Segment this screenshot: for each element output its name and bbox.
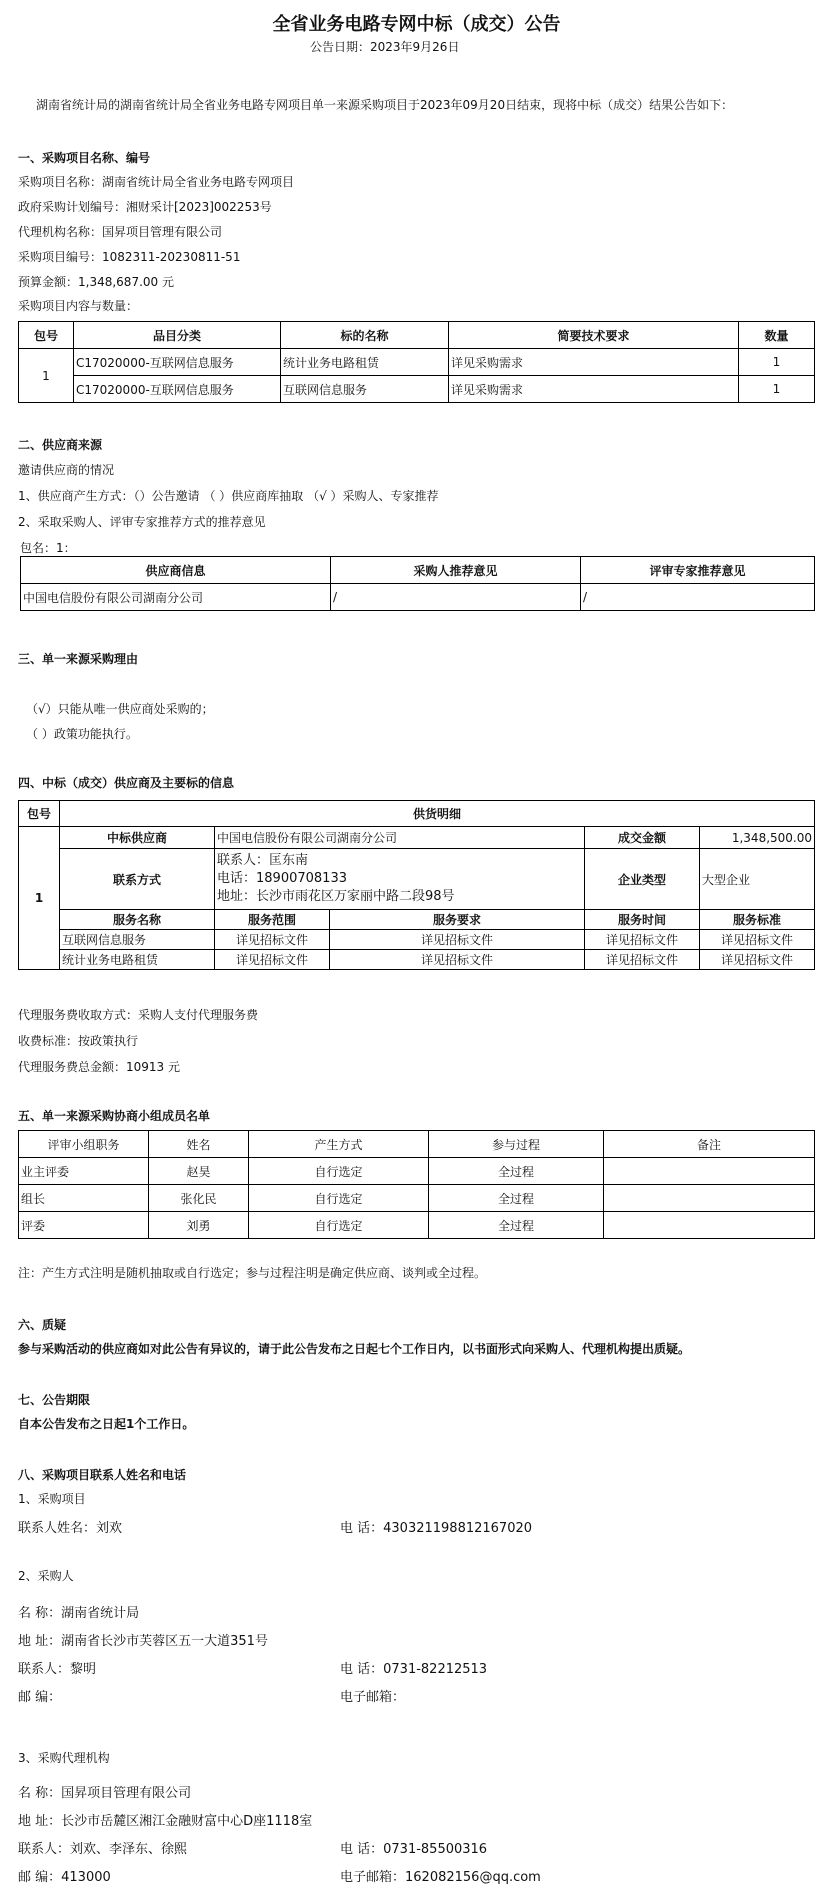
agency-name: 代理机构名称：国昇项目管理有限公司 [18,225,223,239]
amount-value: 1,348,500.00 [700,827,815,849]
agency-phone: 电 话：0731-85500316 [340,1842,488,1857]
agency-contact: 联系人：刘欢、李泽东、徐熙 [18,1842,188,1857]
project-number: 采购项目编号：1082311-20230811-51 [18,250,241,264]
cell-process: 全过程 [429,1212,604,1239]
col-expert-opinion: 评审专家推荐意见 [581,557,815,584]
cell-name: 刘勇 [149,1212,249,1239]
cell-service-time: 详见招标文件 [585,930,700,950]
section-8-heading: 八、采购项目联系人姓名和电话 [18,1468,187,1482]
supplier-recommend-table [20,556,815,611]
section-4-heading: 四、中标（成交）供应商及主要标的信息 [18,776,235,790]
col-item-name: 标的名称 [281,322,449,349]
table-row [19,930,815,950]
col-service-scope: 服务范围 [215,910,330,930]
amount-label: 成交金额 [585,827,700,849]
cell-service-time: 详见招标文件 [585,950,700,970]
table-header-row [19,1131,815,1158]
cell-service-standard: 详见招标文件 [700,950,815,970]
cell-name: 赵昊 [149,1158,249,1185]
agency-zip: 邮 编：413000 [18,1870,111,1885]
plan-number: 政府采购计划编号：湘财采计[2023]002253号 [18,200,272,214]
reason-1: （√）只能从唯一供应商处采购的； [26,702,214,716]
cell-process: 全过程 [429,1158,604,1185]
col-method: 产生方式 [249,1131,429,1158]
cell-process: 全过程 [429,1185,604,1212]
invite-label: 邀请供应商的情况 [18,463,115,477]
col-service-req: 服务要求 [330,910,585,930]
cell-item-name: 互联网信息服务 [281,376,449,403]
cell-service-scope: 详见招标文件 [215,950,330,970]
content-label: 采购项目内容与数量： [18,299,139,313]
col-process: 参与过程 [429,1131,604,1158]
section-7-heading: 七、公告期限 [18,1393,91,1407]
project-contact-heading: 1、采购项目 [18,1492,86,1506]
intro-text: 湖南省统计局的湖南省统计局全省业务电路专网项目单一来源采购项目于2023年09月20日结束，现将中标（成交）结果公告如下： [36,98,734,112]
col-remark: 备注 [604,1131,815,1158]
purchaser-address: 地 址：湖南省长沙市芙蓉区五一大道351号 [18,1634,268,1649]
contact-phone: 电话：18900708133 [217,871,347,886]
fee-method: 代理服务费收取方式：采购人支付代理服务费 [18,1008,259,1022]
reason-2: （ ）政策功能执行。 [26,727,138,741]
cell-remark [604,1212,815,1239]
cell-role: 组长 [19,1185,149,1212]
cell-method: 自行选定 [249,1158,429,1185]
contact-info [215,849,585,910]
winning-supplier-table [18,800,815,970]
supplier-value: 中国电信股份有限公司湖南分公司 [215,827,585,849]
cell-quantity: 1 [739,376,815,403]
col-pkg: 包号 [19,801,60,827]
purchaser-zip: 邮 编： [18,1690,62,1705]
cell-service-req: 详见招标文件 [330,950,585,970]
announcement-date: 公告日期：2023年9月26日 [310,40,460,54]
table-row [19,1212,815,1239]
table-row [19,376,815,403]
col-category: 品目分类 [74,322,281,349]
cell-name: 张化民 [149,1185,249,1212]
col-quantity: 数量 [739,322,815,349]
fee-standard: 收费标准：按政策执行 [18,1034,139,1048]
col-pkg: 包号 [19,322,74,349]
cell-method: 自行选定 [249,1185,429,1212]
cell-service-standard: 详见招标文件 [700,930,815,950]
cell-method: 自行选定 [249,1212,429,1239]
table-row [19,1158,815,1185]
panel-note: 注：产生方式注明是随机抽取或自行选定；参与过程注明是确定供应商、谈判或全过程。 [18,1266,487,1280]
agency-heading: 3、采购代理机构 [18,1751,110,1765]
col-service-name: 服务名称 [60,910,215,930]
cell-quantity: 1 [739,349,815,376]
section-5-heading: 五、单一来源采购协商小组成员名单 [18,1109,211,1123]
cell-category: C17020000-互联网信息服务 [74,349,281,376]
section-2-heading: 二、供应商来源 [18,438,103,452]
col-role: 评审小组职务 [19,1131,149,1158]
cell-role: 评委 [19,1212,149,1239]
supplier-method: 1、供应商产生方式：（）公告邀请 （ ）供应商库抽取 （√ ）采购人、专家推荐 [18,489,439,503]
col-supply-detail: 供货明细 [60,801,815,827]
pkg-number: 1 [19,349,74,403]
col-name: 姓名 [149,1131,249,1158]
project-contact-name: 联系人姓名：刘欢 [18,1521,123,1536]
cell-service-name: 统计业务电路租赁 [60,950,215,970]
purchaser-phone: 电 话：0731-82212513 [340,1662,488,1677]
type-label: 企业类型 [585,849,700,910]
table-header-row [21,557,815,584]
recommend-label: 2、采取采购人、评审专家推荐方式的推荐意见 [18,515,266,529]
contact-person: 联系人：匡东南 [217,853,309,868]
period-text: 自本公告发布之日起1个工作日。 [18,1417,195,1431]
panel-members-table [18,1130,815,1239]
cell-purchaser-opinion: / [331,584,581,611]
cell-requirements: 详见采购需求 [449,349,739,376]
challenge-text: 参与采购活动的供应商如对此公告有异议的，请于此公告发布之日起七个工作日内，以书面形式向采购人、代理机构提出质疑。 [18,1342,691,1356]
budget-amount: 预算金额：1,348,687.00 元 [18,275,174,289]
purchaser-email: 电子邮箱： [340,1690,406,1705]
cell-supplier: 中国电信股份有限公司湖南分公司 [21,584,331,611]
section-6-heading: 六、质疑 [18,1318,67,1332]
project-contact-phone: 电 话：430321198812167020 [340,1521,533,1536]
type-value: 大型企业 [700,849,815,910]
table-row [19,349,815,376]
cell-service-scope: 详见招标文件 [215,930,330,950]
table-row [19,1185,815,1212]
agency-org-name: 名 称：国昇项目管理有限公司 [18,1786,192,1801]
section-3-heading: 三、单一来源采购理由 [18,652,139,666]
project-name: 采购项目名称：湖南省统计局全省业务电路专网项目 [18,175,295,189]
cell-expert-opinion: / [581,584,815,611]
col-supplier-info: 供应商信息 [21,557,331,584]
contact-label: 联系方式 [60,849,215,910]
contact-address: 地址：长沙市雨花区万家丽中路二段98号 [217,889,455,904]
cell-category: C17020000-互联网信息服务 [74,376,281,403]
fee-total: 代理服务费总金额：10913 元 [18,1060,180,1074]
supplier-label: 中标供应商 [60,827,215,849]
section-1-heading: 一、采购项目名称、编号 [18,151,151,165]
table-row [19,950,815,970]
project-content-table [18,321,815,403]
purchaser-name: 名 称：湖南省统计局 [18,1606,140,1621]
col-purchaser-opinion: 采购人推荐意见 [331,557,581,584]
service-header-row [19,910,815,930]
col-service-time: 服务时间 [585,910,700,930]
cell-remark [604,1158,815,1185]
pkg-label: 包名：1： [20,541,76,555]
pkg-number: 1 [19,827,60,970]
col-requirements: 简要技术要求 [449,322,739,349]
purchaser-contact: 联系人：黎明 [18,1662,97,1677]
agency-email: 电子邮箱：162082156@qq.com [340,1870,541,1885]
purchaser-heading: 2、采购人 [18,1569,74,1583]
cell-service-req: 详见招标文件 [330,930,585,950]
cell-item-name: 统计业务电路租赁 [281,349,449,376]
cell-role: 业主评委 [19,1158,149,1185]
agency-address: 地 址：长沙市岳麓区湘江金融财富中心D座1118室 [18,1814,313,1829]
table-row [21,584,815,611]
cell-requirements: 详见采购需求 [449,376,739,403]
cell-service-name: 互联网信息服务 [60,930,215,950]
table-header-row [19,801,815,827]
page-title: 全省业务电路专网中标（成交）公告 [272,14,561,35]
table-row [19,827,815,849]
table-header-row [19,322,815,349]
col-service-standard: 服务标准 [700,910,815,930]
table-row [19,849,815,910]
cell-remark [604,1185,815,1212]
